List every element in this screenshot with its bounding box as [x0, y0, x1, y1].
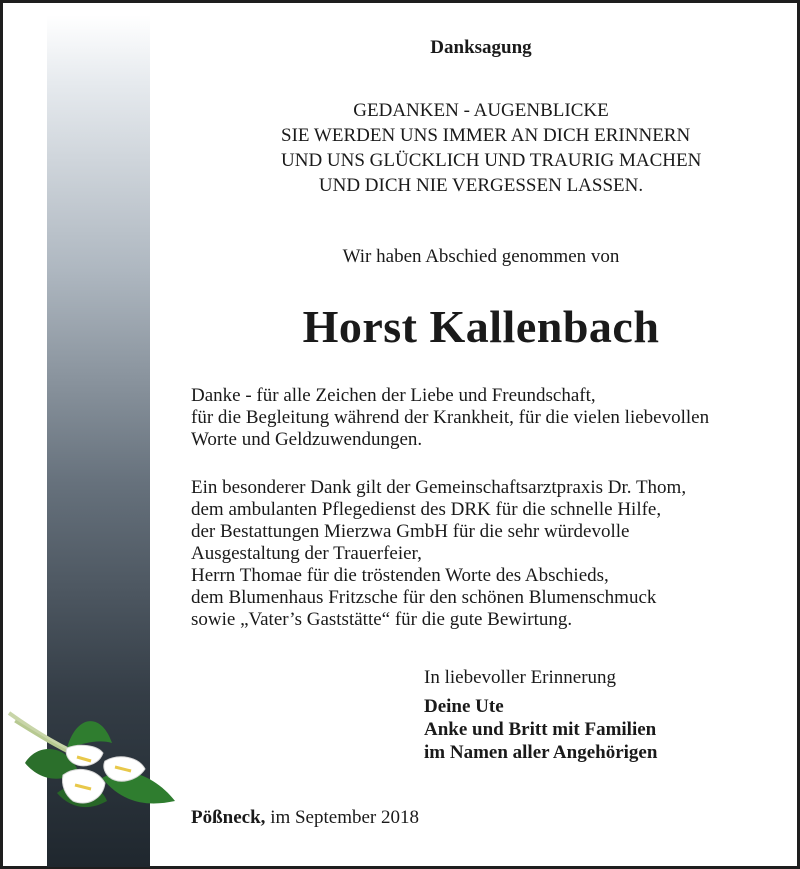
thanks-paragraph — [191, 385, 709, 451]
calla-lily-icon — [7, 703, 182, 823]
signer-line: Anke und Britt mit Familien — [424, 719, 657, 740]
poem-line: GEDANKEN - AUGENBLICKE — [353, 100, 609, 121]
text-line: der Bestattungen Mierzwa GmbH für die sehr würdevolle — [191, 521, 630, 542]
intro-text: Wir haben Abschied genommen von — [342, 246, 620, 267]
place: Pößneck, — [191, 807, 266, 828]
place-date — [191, 807, 419, 829]
closing-text: In liebevoller Erinnerung — [424, 667, 617, 688]
deceased-name: Horst Kallenbach — [302, 301, 660, 352]
signer-line: Deine Ute — [424, 696, 504, 717]
special-thanks-paragraph — [191, 477, 686, 631]
poem — [281, 98, 702, 198]
signers — [424, 695, 657, 764]
poem-line: UND UNS GLÜCKLICH UND TRAURIG MACHEN — [281, 150, 702, 171]
page-title: Danksagung — [430, 37, 532, 58]
text-line: dem ambulanten Pflegedienst des DRK für die schnelle Hilfe, — [191, 499, 662, 520]
signer-line: im Namen aller Angehörigen — [424, 742, 658, 763]
text-line: sowie „Vater’s Gaststätte“ für die gute Bewirtung. — [191, 609, 573, 630]
text-line: Danke - für alle Zeichen der Liebe und Freundschaft, — [191, 385, 596, 406]
date: im September 2018 — [265, 807, 419, 828]
text-line: Ein besonderer Dank gilt der Gemeinschaftsarztpraxis Dr. Thom, — [191, 477, 687, 498]
text-line: dem Blumenhaus Fritzsche für den schönen Blumenschmuck — [191, 587, 657, 608]
poem-line: SIE WERDEN UNS IMMER AN DICH ERINNERN — [281, 125, 691, 146]
text-line: Herrn Thomae für die tröstenden Worte des Abschieds, — [191, 565, 609, 586]
text-line: für die Begleitung während der Krankheit, für die vielen liebevollen — [191, 407, 710, 428]
text-line: Ausgestaltung der Trauerfeier, — [191, 543, 422, 564]
text-line: Worte und Geldzuwendungen. — [191, 429, 423, 450]
poem-line: UND DICH NIE VERGESSEN LASSEN. — [318, 175, 644, 196]
